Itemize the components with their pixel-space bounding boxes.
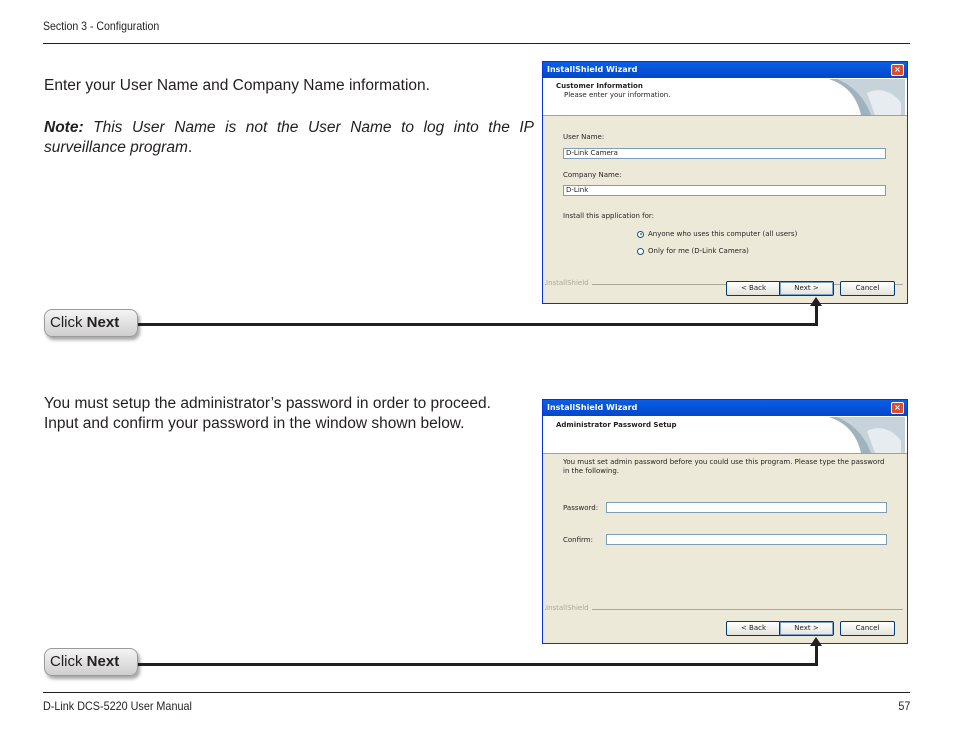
callout-line-vertical <box>815 644 818 666</box>
radio-only-me-label: Only for me (D-Link Camera) <box>648 247 749 255</box>
radio-selected-icon <box>637 231 644 238</box>
arrow-up-icon <box>810 297 822 306</box>
confirm-label: Confirm: <box>563 536 593 544</box>
banner-subtitle: Please enter your information. <box>564 91 671 99</box>
radio-only-me[interactable] <box>637 247 749 255</box>
password-label: Password: <box>563 504 599 512</box>
dialog-title: InstallShield Wizard <box>547 65 638 74</box>
installshield-brand: InstallShield <box>546 604 592 612</box>
intro-text: Enter your User Name and Company Name information. <box>44 77 430 94</box>
page-number: 57 <box>897 699 910 713</box>
callout-line <box>138 323 818 326</box>
admin-password-text-1: You must setup the administrator’s password in order to proceed. <box>44 395 491 412</box>
company-name-input[interactable]: D-Link <box>563 185 886 196</box>
back-button[interactable]: < Back <box>726 621 781 636</box>
next-button[interactable]: Next > <box>779 281 834 296</box>
user-name-label: User Name: <box>563 133 605 141</box>
install-for-label: Install this application for: <box>563 212 654 220</box>
confirm-input[interactable] <box>606 534 887 545</box>
manual-title: D-Link DCS-5220 User Manual <box>43 699 192 713</box>
user-name-input[interactable]: D-Link Camera <box>563 148 886 159</box>
admin-password-text-2: Input and confirm your password in the window shown below. <box>44 415 465 432</box>
back-button[interactable]: < Back <box>726 281 781 296</box>
dialog-titlebar <box>543 400 907 416</box>
callout-bold: Next <box>86 314 120 331</box>
installshield-dialog-customer <box>542 61 908 304</box>
callout-line-vertical <box>815 304 818 326</box>
note-paragraph <box>44 118 534 158</box>
dialog-banner <box>543 78 907 116</box>
close-button[interactable]: × <box>891 402 904 414</box>
dialog-banner <box>543 416 907 454</box>
radio-all-users[interactable] <box>637 230 797 238</box>
cancel-button[interactable]: Cancel <box>840 281 895 296</box>
dialog-title: InstallShield Wizard <box>547 403 638 412</box>
banner-title: Administrator Password Setup <box>556 421 677 429</box>
installshield-logo-icon <box>827 417 905 453</box>
note-text: This User Name is not the User Name to log into the IP surveillance program <box>44 119 534 156</box>
banner-title: Customer Information <box>556 82 643 90</box>
header-rule <box>43 43 910 44</box>
callout-bold: Next <box>86 653 120 670</box>
cancel-button[interactable]: Cancel <box>840 621 895 636</box>
click-next-callout <box>44 309 138 337</box>
callout-prefix: Click <box>50 314 87 331</box>
next-button[interactable]: Next > <box>779 621 834 636</box>
note-end: . <box>187 139 193 156</box>
footer-rule <box>43 692 910 693</box>
installshield-brand: InstallShield <box>546 279 592 287</box>
password-info-text: You must set admin password before you could use this program. Please type the password in the following. <box>563 458 885 475</box>
group-divider <box>545 609 903 610</box>
radio-unselected-icon <box>637 248 644 255</box>
callout-prefix: Click <box>50 653 87 670</box>
installshield-dialog-password <box>542 399 908 644</box>
installshield-logo-icon <box>827 79 905 115</box>
dialog-titlebar <box>543 62 907 78</box>
callout-line <box>138 663 818 666</box>
click-next-callout <box>44 648 138 676</box>
note-label: Note: <box>44 119 84 136</box>
arrow-up-icon <box>810 637 822 646</box>
company-name-label: Company Name: <box>563 171 622 179</box>
dialog-body <box>543 116 907 303</box>
password-input[interactable] <box>606 502 887 513</box>
section-header: Section 3 - Configuration <box>43 19 160 33</box>
dialog-body <box>543 454 907 643</box>
close-button[interactable]: × <box>891 64 904 76</box>
radio-all-users-label: Anyone who uses this computer (all users) <box>648 230 798 238</box>
